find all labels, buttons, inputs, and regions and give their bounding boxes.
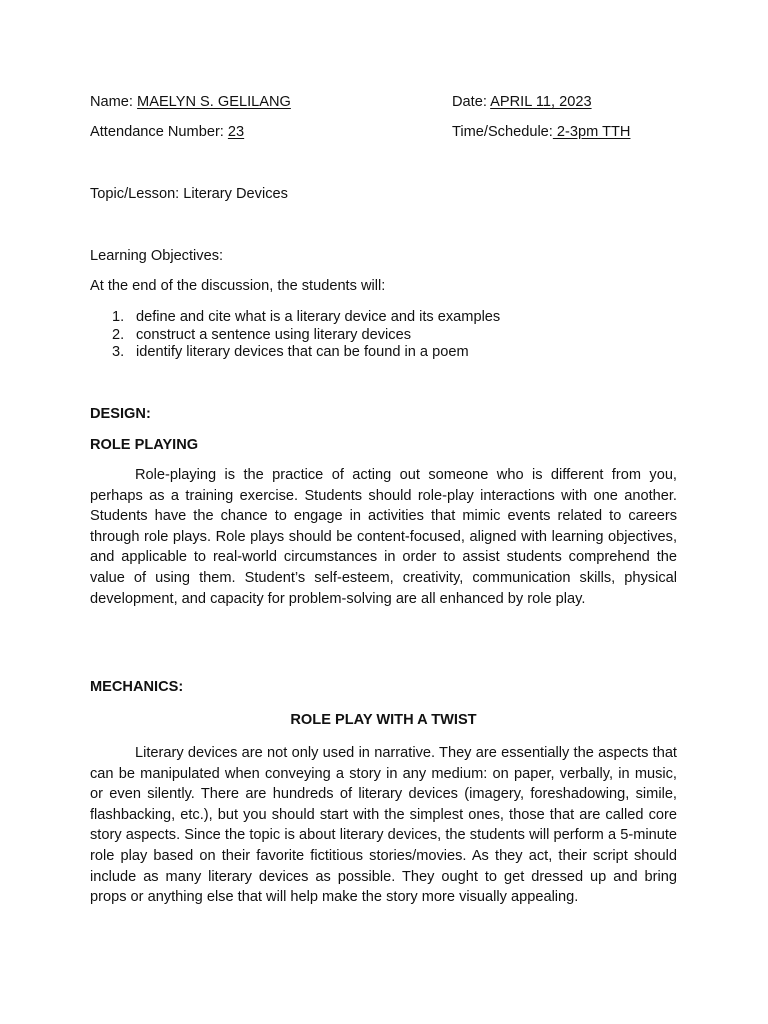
objectives-intro: At the end of the discussion, the students will: <box>90 278 386 294</box>
list-item <box>112 327 500 345</box>
name-value: MAELYN S. GELILANG <box>137 94 291 110</box>
date-line <box>452 93 592 111</box>
schedule-label: Time/Schedule: <box>452 124 553 140</box>
list-item <box>112 344 500 362</box>
date-label: Date: <box>452 94 491 110</box>
list-item-number: 2. <box>112 326 125 343</box>
design-heading: DESIGN: <box>90 406 151 422</box>
mechanics-paragraph: Literary devices are not only used in narrative. They are essentially the aspects that can be manipulated when conveying a story in any medium: on paper, verbally, in music, or even silently. There are hundreds of literary devices (imagery, foreshadowing, simile, flashbacking, etc.), but you should start with the simplest ones, those that are called core story aspects. Since the topic is about literary devices, the students will perform a 5-minute role play based on their favorite fictitious stories/movies. As they act, their script should include as many literary devices as possible. They ought to get dressed up and bring props or anything else that will help make the story more visually appealing. <box>90 745 677 906</box>
list-item-text: construct a sentence using literary devices <box>136 326 411 343</box>
design-subheading: ROLE PLAYING <box>90 437 199 453</box>
mechanics-title: ROLE PLAY WITH A TWIST <box>290 712 477 728</box>
name-line <box>90 93 291 111</box>
list-item <box>112 309 500 327</box>
schedule-line <box>452 123 630 141</box>
mechanics-heading: MECHANICS: <box>90 679 184 695</box>
list-item-text: identify literary devices that can be found in a poem <box>136 344 469 361</box>
date-value: APRIL 11, 2023 <box>490 94 592 110</box>
objectives-heading: Learning Objectives: <box>90 248 224 264</box>
objectives-list <box>112 309 500 362</box>
topic-line: Topic/Lesson: Literary Devices <box>90 186 288 202</box>
list-item-number: 1. <box>112 309 125 325</box>
list-item-number: 3. <box>112 344 125 361</box>
design-paragraph: Role-playing is the practice of acting out someone who is different from you, perhaps as a training exercise. Students should role-play interactions with one another. Students have the chance to engage in activities that mimic events related to careers through role plays. Role plays should be content-focused, aligned with learning objectives, and applicable to real-world circumstances in order to assist students comprehend the value of using them. Student’s self-esteem, creativity, communication skills, physical development, and capacity for problem-solving are all enhanced by role play. <box>90 467 677 607</box>
schedule-value: 2-3pm TTH <box>552 124 631 140</box>
attendance-label: Attendance Number: <box>90 124 228 140</box>
attendance-line <box>90 123 244 141</box>
attendance-value: 23 <box>227 124 245 140</box>
list-item-text: define and cite what is a literary device and its examples <box>136 309 501 325</box>
name-label: Name: <box>90 94 138 110</box>
